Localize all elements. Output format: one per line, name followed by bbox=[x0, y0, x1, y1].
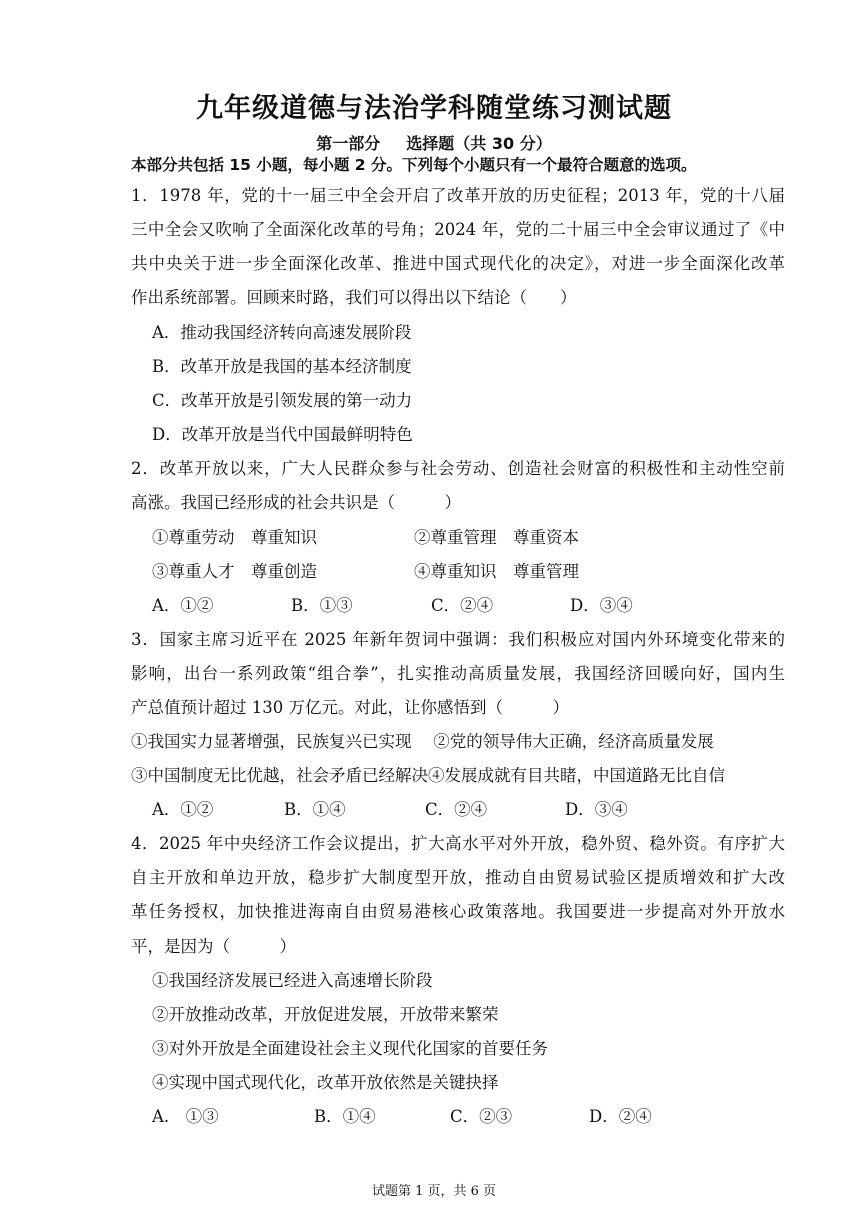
question-3-choice: B．①④ bbox=[284, 800, 346, 819]
part-label: 第一部分 bbox=[316, 134, 381, 153]
page-title: 九年级道德与法治学科随堂练习测试题 bbox=[196, 93, 672, 124]
question-1-stem-line: 作出系统部署。回顾来时路，我们可以得出以下结论（ ） bbox=[131, 288, 577, 307]
question-2-choice: B．①③ bbox=[291, 596, 353, 615]
question-2-choice: A．①② bbox=[152, 596, 214, 615]
question-4-statement: ④实现中国式现代化，改革开放依然是关键抉择 bbox=[152, 1073, 499, 1092]
question-2-statement: ③尊重人才 尊重创造 bbox=[152, 562, 317, 581]
question-4-choice: A. ①③ bbox=[152, 1107, 219, 1126]
question-2-stem-line: 2．改革开放以来，广大人民群众参与社会劳动、创造社会财富的积极性和主动性空前 bbox=[131, 459, 785, 478]
question-1-stem-line: 共中央关于进一步全面深化改革、推进中国式现代化的决定》，对进一步全面深化改革 bbox=[131, 254, 785, 273]
question-1-option: C．改革开放是引领发展的第一动力 bbox=[152, 391, 413, 410]
question-3-choice: D．③④ bbox=[565, 800, 628, 819]
question-3-stem-line: 产总值预计超过 130 万亿元。对此，让你感悟到（ ） bbox=[131, 698, 569, 717]
question-4-statement: ①我国经济发展已经进入高速增长阶段 bbox=[152, 971, 433, 990]
question-4-stem-line: 自主开放和单边开放，稳步扩大制度型开放，推动自由贸易试验区提质增效和扩大改 bbox=[131, 868, 785, 887]
question-2-stem-line: 高涨。我国已经形成的社会共识是（ ） bbox=[131, 493, 461, 512]
question-4-choice: B．①④ bbox=[314, 1107, 376, 1126]
part-heading bbox=[0, 131, 868, 154]
question-2-statement: ④尊重知识 尊重管理 bbox=[414, 562, 579, 581]
question-3-statement: ①我国实力显著增强，民族复兴已实现 ②党的领导伟大正确，经济高质量发展 bbox=[131, 732, 714, 751]
question-2-statement: ②尊重管理 尊重资本 bbox=[414, 528, 579, 547]
question-3-stem-line: 3．国家主席习近平在 2025 年新年贺词中强调：我们积极应对国内外环境变化带来的 bbox=[131, 630, 785, 649]
question-1-option: B．改革开放是我国的基本经济制度 bbox=[152, 357, 412, 376]
question-3-statement: ③中国制度无比优越，社会矛盾已经解决④发展成就有目共睹，中国道路无比自信 bbox=[131, 766, 725, 785]
question-2-choice: D．③④ bbox=[570, 596, 633, 615]
question-4-choice: C．②③ bbox=[450, 1107, 513, 1126]
question-4-choice: D．②④ bbox=[589, 1107, 652, 1126]
question-2-choice: C．②④ bbox=[431, 596, 494, 615]
question-1-option: D．改革开放是当代中国最鲜明特色 bbox=[152, 425, 413, 444]
question-3-stem-line: 影响，出台一系列政策“组合拳”，扎实推动高质量发展，我国经济回暖向好，国内生 bbox=[131, 664, 785, 683]
question-3-choice: C．②④ bbox=[425, 800, 488, 819]
question-4-statement: ③对外开放是全面建设社会主义现代化国家的首要任务 bbox=[152, 1039, 548, 1058]
question-4-stem-line: 革任务授权，加快推进海南自由贸易港核心政策落地。我国要进一步提高对外开放水 bbox=[131, 902, 785, 921]
question-4-stem-line: 平，是因为（ ） bbox=[131, 937, 296, 956]
instructions: 本部分共包括 15 小题，每小题 2 分。下列每个小题只有一个最符合题意的选项。 bbox=[131, 156, 697, 174]
question-2-statement: ①尊重劳动 尊重知识 bbox=[152, 528, 317, 547]
question-4-statement: ②开放推动改革，开放促进发展，开放带来繁荣 bbox=[152, 1005, 499, 1024]
question-1-stem-line: 三中全会又吹响了全面深化改革的号角；2024 年，党的二十届三中全会审议通过了《中 bbox=[131, 220, 785, 239]
question-1-option: A．推动我国经济转向高速发展阶段 bbox=[152, 323, 412, 342]
page-footer: 试题第 1 页，共 6 页 bbox=[371, 1184, 497, 1199]
question-3-choice: A．①② bbox=[152, 800, 214, 819]
question-1-stem-line: 1．1978 年，党的十一届三中全会开启了改革开放的历史征程；2013 年，党的十八届 bbox=[131, 186, 785, 205]
section-label: 选择题（共 30 分） bbox=[406, 134, 552, 153]
question-4-stem-line: 4．2025 年中央经济工作会议提出，扩大高水平对外开放，稳外贸、稳外资。有序扩大 bbox=[131, 834, 785, 853]
